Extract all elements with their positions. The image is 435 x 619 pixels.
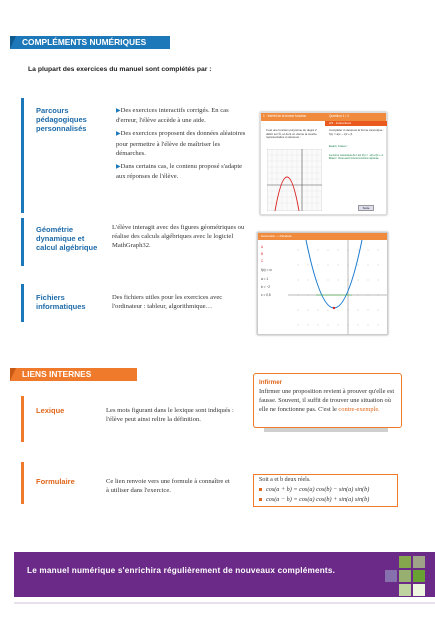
fichiers-bar	[21, 284, 24, 322]
geometry-screenshot	[257, 232, 388, 335]
decorative-squares-icon	[385, 556, 435, 602]
infirmer-title: Infirmer	[259, 379, 283, 386]
footer-banner	[14, 552, 435, 597]
geo-label-c: C	[261, 259, 264, 263]
geometry-topbar: Géométrie — Parabole	[258, 233, 387, 240]
intro-text: La plupart des exercices du manuel sont complétés par :	[28, 66, 212, 73]
suite-button: Suite	[358, 205, 374, 211]
contre-exemple-link[interactable]: contre-exemple.	[338, 406, 380, 413]
parcours-label: Parcours pédagogiques personnalisés	[36, 106, 87, 133]
square-bullet-icon	[259, 488, 262, 491]
screenshot-question: Il est une fonction polynôme du degré 2 défini sur ℝ, et dont on donne la courbe représentative ci-dessous :	[266, 128, 317, 140]
screenshot-graph	[267, 149, 322, 211]
screenshot-tab-left: 1 · Intérêt de la bonne fonction	[263, 114, 307, 118]
exercise-screenshot	[260, 112, 387, 215]
lexique-label: Lexique	[36, 406, 65, 415]
lexique-text: Les mots figurant dans le lexique sont indiqués : l'élève peut ainsi relire la définition.	[106, 407, 234, 424]
formula-box	[253, 474, 398, 507]
formulaire-text: Ce lien renvoie vers une formule à connaître et à utiliser dans l'exercice.	[106, 478, 230, 495]
infirmer-shadow	[264, 428, 388, 432]
screenshot-feedback: La forme canonique de f est f(x) = −2(x+3)² + 4. Bravo ! Vous avez trouvé la bonne réponse.	[329, 154, 384, 161]
formula-2: cos(a − b) = cos(a) cos(b) + sin(a) sin(b)	[259, 496, 369, 503]
screenshot-tab-right: Question 1 / 4	[329, 114, 349, 118]
section-title: COMPLÉMENTS NUMÉRIQUES	[22, 37, 147, 47]
formulaire-label: Formulaire	[36, 477, 75, 486]
formulaire-bar	[21, 462, 24, 504]
section-header-complements	[10, 36, 170, 49]
geo-label-b-val: b = −2	[261, 285, 271, 289]
parcours-text: ▶Des exercices interactifs corrigés. En cas d'erreur, l'élève accède à une aide. ▶Des exercices proposent des données aléatoires pour permettre à l'élève de maîtriser les démarches. ▶Dans certains cas, le contenu proposé s'adapte aux réponses de l'élève.	[116, 107, 246, 181]
screenshot-answer: Exact, bravo !	[329, 144, 348, 148]
bullet-icon: ▶	[116, 108, 121, 114]
geometrie-label: Géométrie dynamique et calcul algébrique	[36, 225, 98, 252]
infirmer-box	[253, 373, 402, 428]
section-header-liens	[10, 368, 137, 381]
section-title: LIENS INTERNES	[22, 369, 92, 379]
geo-label-c-val: c = 0,5	[261, 293, 271, 297]
screenshot-subbar: 2/3 · Instructions	[325, 121, 387, 126]
geo-label-fx: f(x) = x²	[261, 268, 272, 272]
fichiers-text: Des fichiers utiles pour les exercices avec l'ordinateur : tableur, algorithmique…	[112, 294, 223, 311]
bullet-icon: ▶	[116, 164, 121, 171]
parabola-plot	[258, 240, 387, 334]
geo-label-a-val: a = 1	[261, 277, 269, 281]
formula-intro: Soit a et b deux réels.	[259, 477, 311, 483]
formula-1: cos(a + b) = cos(a) cos(b) − sin(a) sin(b)	[259, 486, 369, 493]
infirmer-text: Infirmer une proposition revient à prouver qu'elle est fausse. Souvent, il suffit de trouver une situation où elle ne fonctionne pas. C'est le contre-exemple.	[259, 388, 395, 413]
geometrie-text: L'élève interagit avec des figures géométriques ou réalise des calculs algébriques avec le logiciel MathGraph32.	[112, 224, 245, 250]
bottom-rule	[14, 602, 435, 604]
geo-label-a: A	[261, 245, 264, 249]
footer-text: Le manuel numérique s'enrichira régulièrement de nouveaux compléments.	[27, 566, 336, 575]
lexique-bar	[21, 396, 24, 442]
geo-label-b: B	[261, 252, 264, 256]
fichiers-label: Fichiers informatiques	[36, 293, 86, 311]
header-triangle	[10, 368, 16, 381]
bullet-icon: ▶	[116, 131, 121, 138]
parcours-bar	[21, 98, 24, 213]
header-triangle	[10, 36, 16, 49]
screenshot-instructions: Compléter ci-dessous la forme canonique : f(x) = a(x − α)² + β	[329, 128, 384, 136]
square-bullet-icon	[259, 498, 262, 501]
geometrie-bar	[21, 218, 24, 266]
